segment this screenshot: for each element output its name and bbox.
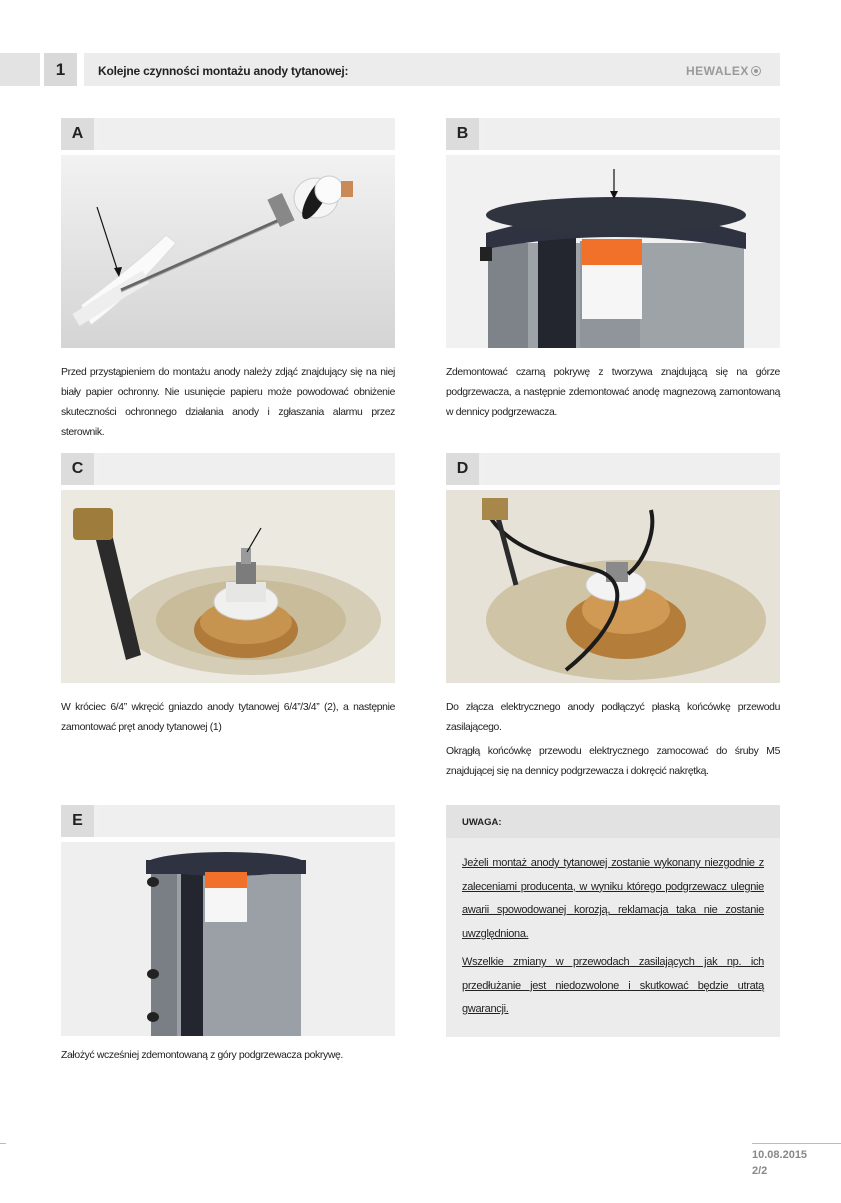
warning-paragraph-2: Wszelkie zmiany w przewodach zasilających jak np. ich przedłużanie jest niedozwolone i skutkować będzie utratą gwarancji. [462,956,764,1015]
step-c-label [61,453,395,485]
footer-tick [0,1143,6,1144]
warning-text [462,852,764,1022]
step-a-text: Przed przystąpieniem do montażu anody należy zdjąć znajdujący się na niej biały papier ochronny. Nie usunięcie papieru może powodować obniżenie skuteczności ochronnego działania anody i zgłaszania alarmu przez sterownik. [61,367,395,438]
step-d-text-1: Do złącza elektrycznego anody podłączyć płaską końcówkę przewodu zasilającego. [446,702,780,733]
step-a-letter: A [61,118,94,150]
step-b-text: Zdemontować czarną pokrywę z tworzywa znajdującą się na górze podgrzewacza, a następnie zdemontować anodę magnezową zamontowaną w dennicy podgrzewacza. [446,367,780,418]
step-d-label [446,453,780,485]
warning-title: UWAGA: [462,817,502,828]
page-title: Kolejne czynności montażu anody tytanowej: [98,64,349,78]
step-e-text: Założyć wcześniej zdemontowaną z góry podgrzewacza pokrywę. [61,1050,343,1061]
registered-mark-icon [751,66,761,76]
footer-divider [752,1143,841,1144]
step-b-photo [446,155,780,348]
step-b-label [446,118,780,150]
brand-name: HEWALEX [686,64,749,78]
header-left-block [0,53,40,86]
step-b-letter: B [446,118,479,150]
step-c-text: W króciec 6/4” wkręcić gniazdo anody tytanowej 6/4”/3/4” (2), a następnie zamontować pręt anody tytanowej (1) [61,702,395,733]
step-e-label [61,805,395,837]
step-d-letter: D [446,453,479,485]
brand-logo [686,64,761,78]
step-a-photo [61,155,395,348]
step-c-letter: C [61,453,94,485]
step-e-letter: E [61,805,94,837]
step-e-photo [61,842,395,1036]
footer-date: 10.08.2015 [752,1149,808,1161]
step-d-text [446,698,780,786]
section-number: 1 [44,53,77,86]
step-d-photo [446,490,780,683]
warning-paragraph-1: Jeżeli montaż anody tytanowej zostanie wykonany niezgodnie z zaleceniami producenta, w wyniku którego podgrzewacz ulegnie awarii spowodowanej korozją, reklamacja taka nie zostanie uwzględniona. [462,857,764,940]
step-d-text-2: Okrągłą końcówkę przewodu elektrycznego zamocować do śruby M5 znajdującej się na dennicy podgrzewacza i dokręcić nakrętką. [446,746,780,777]
page-number: 2/2 [752,1165,768,1177]
step-a-label [61,118,395,150]
step-c-photo [61,490,395,683]
